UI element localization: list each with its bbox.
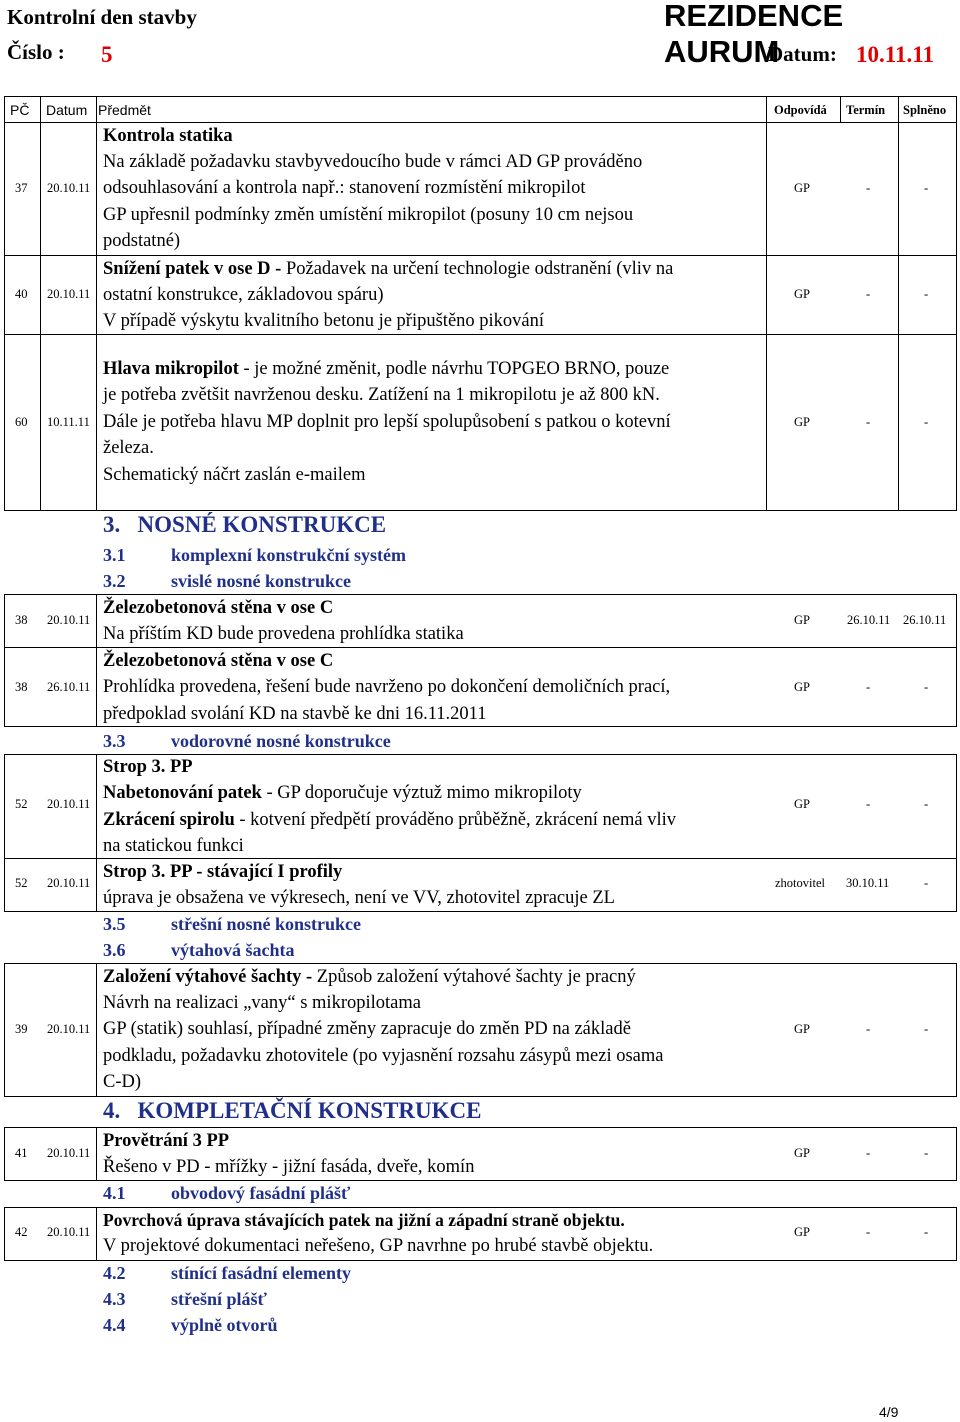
row-line: Na základě požadavku stavbyvedoucího bude v rámci AD GP prováděno bbox=[103, 152, 643, 172]
row-line: Povrchová úprava stávajících patek na jižní a západní straně objektu. bbox=[103, 1210, 625, 1230]
col-termin: Termín bbox=[846, 103, 886, 117]
row-line: železa. bbox=[103, 438, 154, 458]
row-line: Prohlídka provedena, řešení bude navrženo po dokončení demoličních prací, bbox=[103, 677, 671, 697]
col-datum: Datum bbox=[46, 102, 88, 118]
subsection-number: 4.4 bbox=[103, 1315, 126, 1335]
row-text: Způsob založení výtahové šachty je pracný bbox=[312, 967, 636, 987]
row-line: Kontrola statika bbox=[103, 126, 233, 146]
col-splneno: Splněno bbox=[903, 103, 947, 117]
row-line: úprava je obsažena ve výkresech, není ve VV, zhotovitel zpracuje ZL bbox=[103, 888, 615, 908]
row-done: - bbox=[924, 181, 929, 195]
row-pc: 52 bbox=[15, 797, 28, 811]
row-term: - bbox=[866, 797, 871, 811]
page-number: 4/9 bbox=[879, 1404, 899, 1420]
row-responsible: GP bbox=[794, 1225, 810, 1239]
row-pc: 42 bbox=[15, 1225, 28, 1239]
subsection-title: vodorovné nosné konstrukce bbox=[171, 731, 391, 751]
row-line bbox=[103, 356, 669, 383]
number-label: Číslo : bbox=[7, 40, 65, 64]
row-term: 26.10.11 bbox=[847, 613, 891, 627]
row-bold: Nabetonování patek bbox=[103, 783, 262, 803]
row-line bbox=[103, 964, 636, 991]
row-pc: 38 bbox=[15, 680, 28, 694]
row-term: - bbox=[866, 415, 871, 429]
row-responsible: GP bbox=[794, 613, 810, 627]
row-term: - bbox=[866, 1225, 871, 1239]
row-line: předpoklad svolání KD na stavbě ke dni 16.11.2011 bbox=[103, 704, 487, 724]
row-date: 20.10.11 bbox=[47, 1146, 91, 1160]
row-line: podstatné) bbox=[103, 231, 181, 251]
row-bold: Hlava mikropilot bbox=[103, 359, 239, 379]
row-done: - bbox=[924, 1022, 929, 1036]
row-line: Železobetonová stěna v ose C bbox=[103, 598, 334, 618]
row-line: V projektové dokumentaci neřešeno, GP navrhne po hrubé stavbě objektu. bbox=[103, 1236, 654, 1256]
row-term: - bbox=[866, 1146, 871, 1160]
row-line: V případě výskytu kvalitního betonu je připuštěno pikování bbox=[103, 311, 545, 331]
row-responsible: GP bbox=[794, 181, 810, 195]
row-line: na statickou funkci bbox=[103, 836, 244, 856]
row-pc: 60 bbox=[15, 415, 28, 429]
row-line: odsouhlasování a kontrola např.: stanovení rozmístění mikropilot bbox=[103, 178, 586, 198]
row-bold: Založení výtahové šachty - bbox=[103, 967, 313, 987]
row-responsible: GP bbox=[794, 415, 810, 429]
row-responsible: GP bbox=[794, 797, 810, 811]
row-term: - bbox=[866, 1022, 871, 1036]
row-responsible: GP bbox=[794, 1022, 810, 1036]
subsection-number: 3.3 bbox=[103, 731, 126, 751]
row-text: - kotvení předpětí prováděno průběžně, zkrácení nemá vliv bbox=[234, 810, 677, 830]
row-line: ostatní konstrukce, základovou spáru) bbox=[103, 285, 384, 305]
row-date: 20.10.11 bbox=[47, 1225, 91, 1239]
row-line: GP upřesnil podmínky změn umístění mikropilot (posuny 10 cm nejsou bbox=[103, 205, 634, 225]
subsection-title: stínící fasádní elementy bbox=[171, 1263, 351, 1283]
row-line: C-D) bbox=[103, 1072, 142, 1092]
row-pc: 41 bbox=[15, 1146, 28, 1160]
row-line: Železobetonová stěna v ose C bbox=[103, 651, 334, 671]
row-line: podkladu, požadavku zhotovitele (po vyjasnění rozsahu zásypů mezi osama bbox=[103, 1046, 664, 1066]
subsection-title: obvodový fasádní plášť bbox=[171, 1183, 351, 1203]
row-responsible: GP bbox=[794, 1146, 810, 1160]
row-line: Řešeno v PD - mřížky - jižní fasáda, dveře, komín bbox=[103, 1157, 475, 1177]
subsection-number: 4.3 bbox=[103, 1289, 126, 1309]
row-done: - bbox=[924, 1225, 929, 1239]
row-term: - bbox=[866, 680, 871, 694]
row-term: - bbox=[866, 181, 871, 195]
row-line: Strop 3. PP - stávající I profily bbox=[103, 862, 343, 882]
col-predmet: Předmět bbox=[98, 102, 151, 118]
row-term: - bbox=[866, 287, 871, 301]
row-text: Požadavek na určení technologie odstranění (vliv na bbox=[281, 259, 674, 279]
row-line: GP (statik) souhlasí, případné změny zapracuje do změn PD na základě bbox=[103, 1019, 631, 1039]
row-line: Dále je potřeba hlavu MP doplnit pro lepší spolupůsobení s patkou o kotevní bbox=[103, 412, 671, 432]
subsection-number: 3.2 bbox=[103, 571, 126, 591]
col-odpovida: Odpovídá bbox=[774, 103, 827, 117]
row-done: - bbox=[924, 287, 929, 301]
row-line: je potřeba zvětšit navrženou desku. Zatížení na 1 mikropilotu je až 800 kN. bbox=[103, 385, 660, 405]
subsection-title: svislé nosné konstrukce bbox=[171, 571, 352, 591]
row-pc: 40 bbox=[15, 287, 28, 301]
subsection-title: výplně otvorů bbox=[171, 1315, 278, 1335]
row-bold: Snížení patek v ose D - bbox=[103, 259, 282, 279]
row-line: Provětrání 3 PP bbox=[103, 1131, 230, 1151]
row-done: - bbox=[924, 797, 929, 811]
date-value: 10.11.11 bbox=[856, 42, 934, 67]
section-heading: 3. NOSNÉ KONSTRUKCE bbox=[103, 512, 387, 537]
row-date: 20.10.11 bbox=[47, 797, 91, 811]
row-done: - bbox=[924, 1146, 929, 1160]
subsection-number: 4.2 bbox=[103, 1263, 126, 1283]
subsection-title: střešní nosné konstrukce bbox=[171, 914, 362, 934]
subsection-title: výtahová šachta bbox=[171, 940, 295, 960]
date-label: Datum: bbox=[768, 42, 837, 66]
col-pc: PČ bbox=[10, 102, 30, 118]
row-date: 10.11.11 bbox=[47, 415, 90, 429]
number-value: 5 bbox=[101, 42, 113, 67]
row-date: 20.10.11 bbox=[47, 876, 91, 890]
subsection-title: komplexní konstrukční systém bbox=[171, 545, 407, 565]
row-line: Schematický náčrt zaslán e-mailem bbox=[103, 465, 366, 485]
row-date: 20.10.11 bbox=[47, 1022, 91, 1036]
row-responsible: GP bbox=[794, 287, 810, 301]
row-line: Návrh na realizaci „vany“ s mikropilotama bbox=[103, 993, 421, 1013]
row-date: 20.10.11 bbox=[47, 287, 91, 301]
row-done: - bbox=[924, 680, 929, 694]
section-heading: 4. KOMPLETAČNÍ KONSTRUKCE bbox=[103, 1098, 482, 1123]
row-done: 26.10.11 bbox=[903, 613, 947, 627]
row-responsible: zhotovitel bbox=[775, 876, 825, 890]
row-line: Na příštím KD bude provedena prohlídka statika bbox=[103, 624, 464, 644]
row-bold: Zkrácení spirolu bbox=[103, 810, 235, 830]
row-responsible: GP bbox=[794, 680, 810, 694]
row-done: - bbox=[924, 876, 929, 890]
row-done: - bbox=[924, 415, 929, 429]
row-date: 20.10.11 bbox=[47, 613, 91, 627]
row-pc: 38 bbox=[15, 613, 28, 627]
row-line bbox=[103, 807, 676, 834]
project-brand: REZIDENCE AURUM bbox=[664, 0, 844, 69]
subsection-number: 4.1 bbox=[103, 1183, 126, 1203]
row-date: 26.10.11 bbox=[47, 680, 91, 694]
row-term: 30.10.11 bbox=[846, 876, 890, 890]
row-text: - GP doporučuje výztuž mimo mikropiloty bbox=[261, 783, 582, 803]
row-line: Strop 3. PP bbox=[103, 757, 193, 777]
row-line bbox=[103, 780, 582, 807]
subsection-number: 3.1 bbox=[103, 545, 126, 565]
subsection-title: střešní plášť bbox=[171, 1289, 267, 1309]
subsection-number: 3.6 bbox=[103, 940, 126, 960]
row-line bbox=[103, 256, 673, 283]
row-pc: 39 bbox=[15, 1022, 28, 1036]
document-title: Kontrolní den stavby bbox=[7, 5, 197, 29]
row-text: - je možné změnit, podle návrhu TOPGEO BRNO, pouze bbox=[238, 359, 670, 379]
subsection-number: 3.5 bbox=[103, 914, 126, 934]
row-pc: 37 bbox=[15, 181, 28, 195]
row-pc: 52 bbox=[15, 876, 28, 890]
row-date: 20.10.11 bbox=[47, 181, 91, 195]
